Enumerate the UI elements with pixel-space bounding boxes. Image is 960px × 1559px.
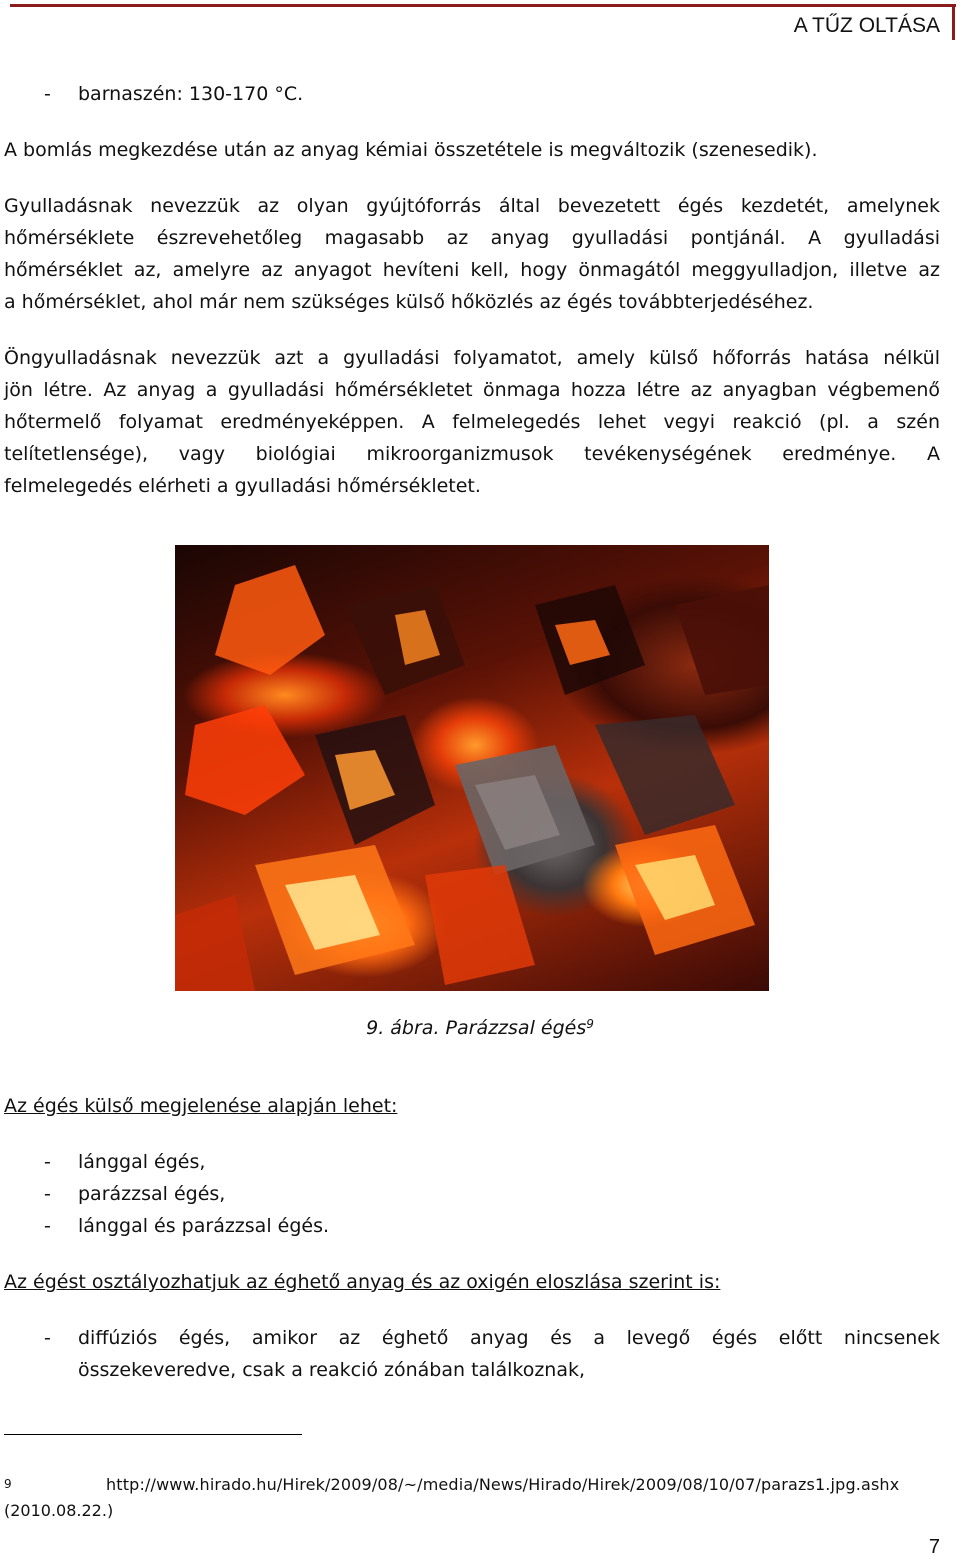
list-item-diffuzios-line-2: összekeveredve, csak a reakció zónában találkoznak,: [78, 1359, 586, 1381]
list-dash: -: [44, 1183, 51, 1205]
header-rule-vertical: [952, 4, 955, 40]
footnote-separator: [4, 1434, 302, 1435]
list-item-langgal: lánggal égés,: [78, 1151, 206, 1173]
section-heading-osztalyozas: Az égést osztályozhatjuk az éghető anyag és az oxigén eloszlása szerint is:: [4, 1271, 721, 1293]
list-dash: -: [44, 1215, 51, 1237]
footnote-url: http://www.hirado.hu/Hirek/2009/08/~/media/News/Hirado/Hirek/2009/08/10/07/parazs1.jpg.ashx: [106, 1475, 900, 1494]
paragraph-ongyulladas-line-4: telítetlensége), vagy biológiai mikroorganizmusok tevékenységének eredménye. A: [4, 443, 940, 465]
footnote-ref: 9: [586, 1017, 594, 1031]
paragraph-ongyulladas-line-1: Öngyulladásnak nevezzük azt a gyulladási folyamatot, amely külső hőforrás hatása nélkül: [4, 347, 940, 369]
page-number: 7: [928, 1536, 940, 1558]
list-dash: -: [44, 1151, 51, 1173]
ember-photo: [175, 545, 769, 991]
paragraph-gyulladas-line-2: hőmérséklete észrevehetőleg magasabb az anyag gyulladási pontjánál. A gyulladási: [4, 227, 940, 249]
paragraph-ongyulladas-line-2: jön létre. Az anyag a gyulladási hőmérsékletet önmaga hozza létre az anyagban végbemenő: [4, 379, 940, 401]
paragraph-ongyulladas-line-3: hőtermelő folyamat eredményeképpen. A felmelegedés lehet vegyi reakció (pl. a szén: [4, 411, 940, 433]
paragraph-gyulladas-line-4: a hőmérséklet, ahol már nem szükséges külső hőközlés az égés továbbterjedéséhez.: [4, 291, 814, 313]
list-item-langgal-es-parazzsal: lánggal és parázzsal égés.: [78, 1215, 330, 1237]
header-rule: [10, 4, 956, 7]
paragraph-bomlas: A bomlás megkezdése után az anyag kémiai összetétele is megváltozik (szenesedik).: [4, 139, 818, 161]
section-heading-megjelenes: Az égés külső megjelenése alapján lehet:: [4, 1095, 398, 1117]
footnote-number: 9: [4, 1477, 12, 1491]
list-item-diffuzios-line-1: diffúziós égés, amikor az éghető anyag és a levegő égés előtt nincsenek: [78, 1327, 940, 1349]
list-dash: -: [44, 83, 51, 105]
figure-caption-text: 9. ábra. Parázzsal égés: [366, 1017, 587, 1039]
list-item-barnaszen: barnaszén: 130-170 °C.: [78, 83, 304, 105]
list-dash: -: [44, 1327, 51, 1349]
ember-photo-art: [175, 545, 769, 991]
paragraph-ongyulladas-line-5: felmelegedés elérheti a gyulladási hőmérsékletet.: [4, 475, 481, 497]
list-item-parazzsal: parázzsal égés,: [78, 1183, 226, 1205]
paragraph-gyulladas-line-1: Gyulladásnak nevezzük az olyan gyújtóforrás által bevezetett égés kezdetét, amelynek: [4, 195, 940, 217]
figure-caption: [0, 1008, 960, 1044]
running-header-title: A TŰZ OLTÁSA: [793, 14, 940, 37]
paragraph-gyulladas-line-3: hőmérséklet az, amelyre az anyagot hevíteni kell, hogy önmagától meggyulladjon, illetve az: [4, 259, 940, 281]
footnote-date: (2010.08.22.): [4, 1501, 114, 1520]
